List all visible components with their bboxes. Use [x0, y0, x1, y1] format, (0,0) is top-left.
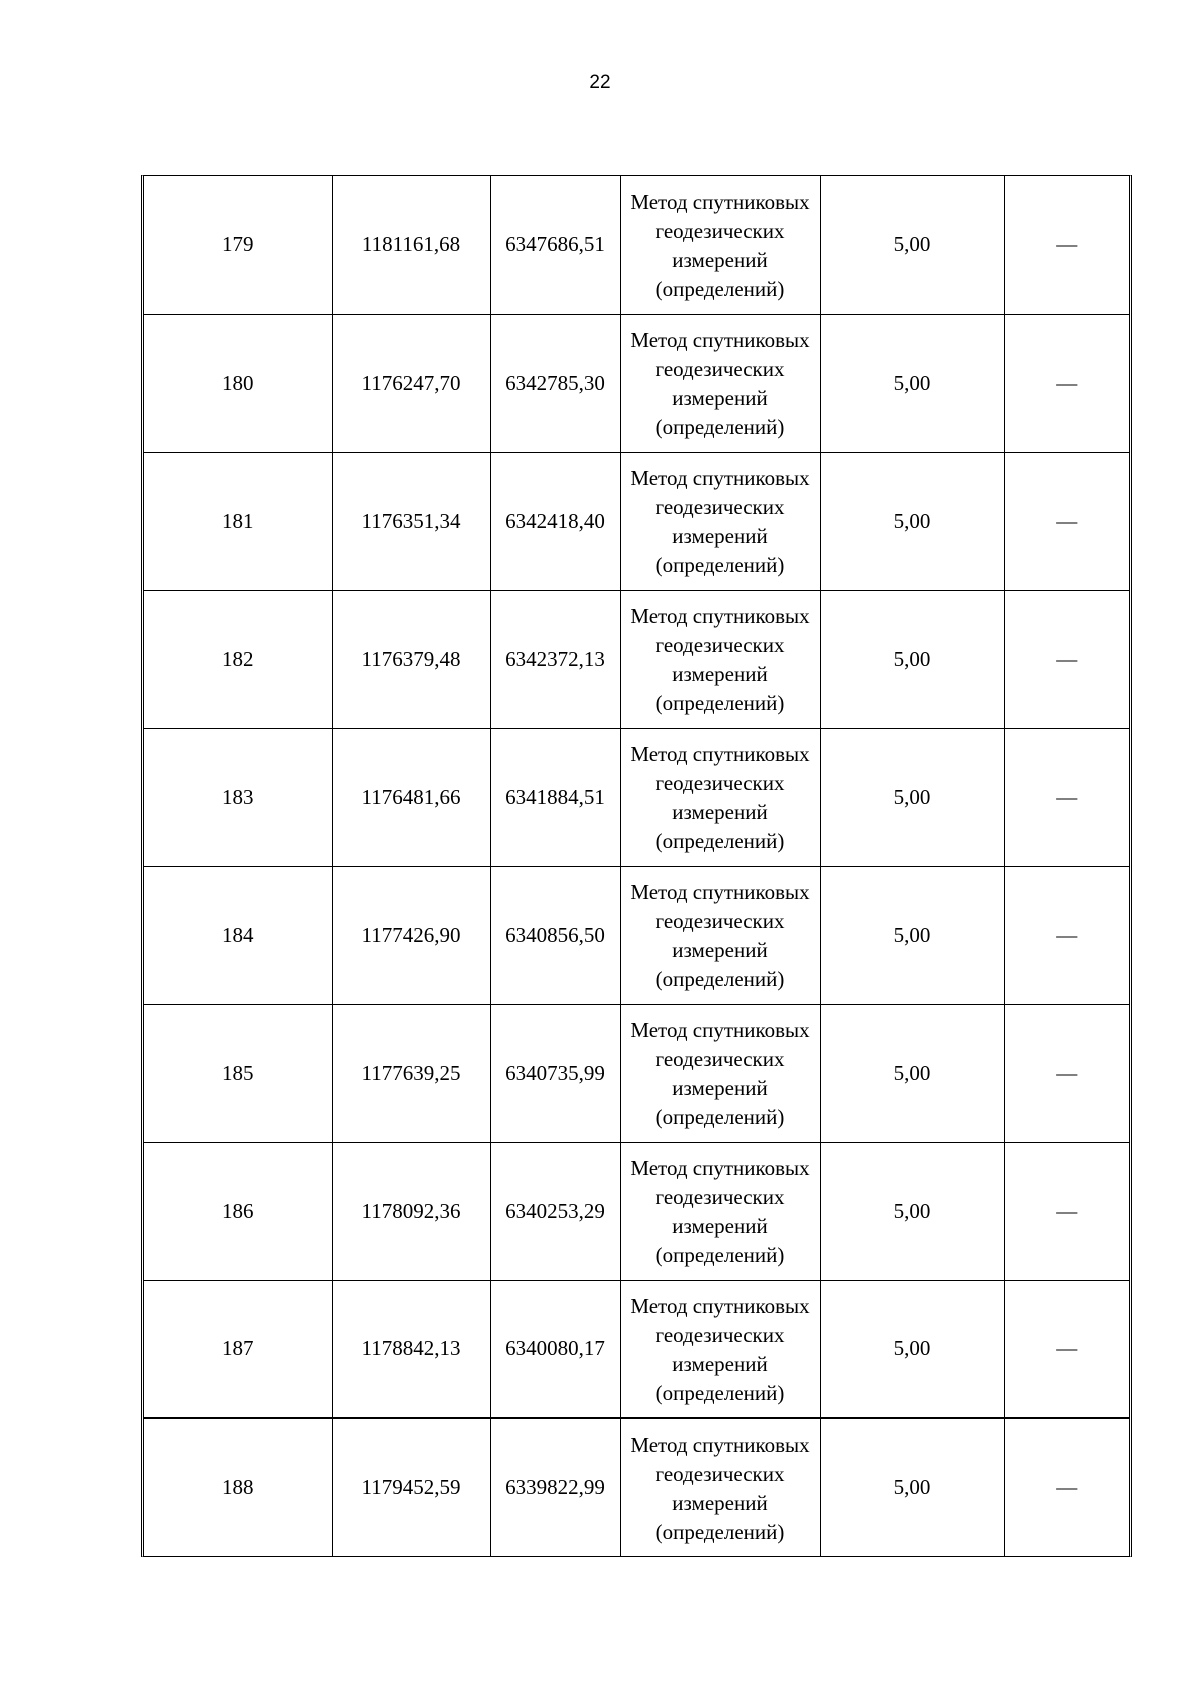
- x-coordinate-cell: 1177639,25: [332, 1004, 490, 1142]
- method-line: измерений: [672, 800, 768, 824]
- point-number-cell: 179: [144, 176, 332, 314]
- note-cell: —: [1004, 590, 1129, 728]
- method-line: измерений: [672, 247, 768, 272]
- method-line: геодезических: [655, 1322, 785, 1347]
- method-cell: [620, 1004, 820, 1142]
- x-coordinate-cell: 1178842,13: [332, 1280, 490, 1418]
- accuracy-cell: 5,00: [820, 866, 1004, 1004]
- table-body: [144, 176, 1129, 1556]
- method-line: геодезических: [655, 909, 785, 933]
- note-cell: —: [1004, 1418, 1129, 1556]
- y-coordinate-cell: 6339822,99: [490, 1418, 620, 1556]
- method-line: геодезических: [655, 1047, 785, 1071]
- method-line: (определений): [655, 1243, 785, 1267]
- point-number-cell: 180: [144, 314, 332, 452]
- point-number-cell: 181: [144, 452, 332, 590]
- method-line: (определений): [655, 1519, 785, 1544]
- y-coordinate-cell: 6340735,99: [490, 1004, 620, 1142]
- y-coordinate-cell: 6342418,40: [490, 452, 620, 590]
- note-cell: —: [1004, 1004, 1129, 1142]
- accuracy-cell: 5,00: [820, 452, 1004, 590]
- method-line: (определений): [655, 829, 785, 853]
- point-number-cell: 182: [144, 590, 332, 728]
- table-row: [144, 590, 1129, 728]
- accuracy-cell: 5,00: [820, 314, 1004, 452]
- point-number-cell: 187: [144, 1280, 332, 1418]
- method-line: геодезических: [655, 495, 785, 519]
- accuracy-cell: 5,00: [820, 176, 1004, 314]
- table-row: [144, 1280, 1129, 1418]
- method-line: (определений): [655, 553, 785, 577]
- y-coordinate-cell: 6340080,17: [490, 1280, 620, 1418]
- method-line: (определений): [655, 1105, 785, 1129]
- note-cell: —: [1004, 452, 1129, 590]
- method-line: измерений: [672, 938, 768, 962]
- method-line: измерений: [672, 524, 768, 548]
- point-number-cell: 184: [144, 866, 332, 1004]
- method-line: (определений): [655, 691, 785, 715]
- note-cell: —: [1004, 176, 1129, 314]
- coordinates-table-frame: [141, 175, 1132, 1557]
- method-line: измерений: [672, 1490, 768, 1515]
- method-line: Метод спутниковых: [630, 1156, 810, 1180]
- note-cell: —: [1004, 1142, 1129, 1280]
- y-coordinate-cell: 6347686,51: [490, 176, 620, 314]
- y-coordinate-cell: 6341884,51: [490, 728, 620, 866]
- method-cell: [620, 1280, 820, 1418]
- method-cell: [620, 590, 820, 728]
- method-line: Метод спутниковых: [630, 742, 810, 766]
- method-line: Метод спутниковых: [630, 1293, 810, 1318]
- point-number-cell: 188: [144, 1418, 332, 1556]
- point-number-cell: 185: [144, 1004, 332, 1142]
- y-coordinate-cell: 6342372,13: [490, 590, 620, 728]
- method-line: геодезических: [655, 771, 785, 795]
- table-row: [144, 1418, 1129, 1556]
- method-line: (определений): [655, 415, 785, 439]
- note-cell: —: [1004, 314, 1129, 452]
- table-row: [144, 1142, 1129, 1280]
- table-row: [144, 1004, 1129, 1142]
- method-line: Метод спутниковых: [630, 328, 810, 352]
- table-row: [144, 314, 1129, 452]
- accuracy-cell: 5,00: [820, 1142, 1004, 1280]
- method-cell: [620, 176, 820, 314]
- method-line: Метод спутниковых: [630, 604, 810, 628]
- method-cell: [620, 728, 820, 866]
- accuracy-cell: 5,00: [820, 590, 1004, 728]
- table-row: [144, 452, 1129, 590]
- table-row: [144, 866, 1129, 1004]
- method-cell: [620, 1418, 820, 1556]
- note-cell: —: [1004, 728, 1129, 866]
- accuracy-cell: 5,00: [820, 1004, 1004, 1142]
- method-line: измерений: [672, 662, 768, 686]
- method-line: измерений: [672, 1351, 768, 1376]
- x-coordinate-cell: 1178092,36: [332, 1142, 490, 1280]
- method-line: измерений: [672, 1214, 768, 1238]
- x-coordinate-cell: 1176247,70: [332, 314, 490, 452]
- method-line: геодезических: [655, 218, 785, 243]
- method-line: геодезических: [655, 1185, 785, 1209]
- method-line: Метод спутниковых: [630, 189, 810, 214]
- method-line: (определений): [655, 1380, 785, 1405]
- method-line: Метод спутниковых: [630, 1432, 810, 1457]
- table-row: [144, 176, 1129, 314]
- note-cell: —: [1004, 866, 1129, 1004]
- coordinates-table: [144, 176, 1129, 1556]
- accuracy-cell: 5,00: [820, 728, 1004, 866]
- accuracy-cell: 5,00: [820, 1418, 1004, 1556]
- x-coordinate-cell: 1176351,34: [332, 452, 490, 590]
- y-coordinate-cell: 6340253,29: [490, 1142, 620, 1280]
- method-cell: [620, 314, 820, 452]
- method-line: геодезических: [655, 633, 785, 657]
- x-coordinate-cell: 1179452,59: [332, 1418, 490, 1556]
- method-line: геодезических: [655, 1461, 785, 1486]
- x-coordinate-cell: 1181161,68: [332, 176, 490, 314]
- method-line: Метод спутниковых: [630, 466, 810, 490]
- method-line: Метод спутниковых: [630, 1018, 810, 1042]
- x-coordinate-cell: 1176379,48: [332, 590, 490, 728]
- x-coordinate-cell: 1177426,90: [332, 866, 490, 1004]
- page-number: 22: [589, 72, 611, 93]
- method-line: измерений: [672, 1076, 768, 1100]
- method-line: Метод спутниковых: [630, 880, 810, 904]
- accuracy-cell: 5,00: [820, 1280, 1004, 1418]
- method-cell: [620, 1142, 820, 1280]
- method-cell: [620, 866, 820, 1004]
- table-row: [144, 728, 1129, 866]
- method-line: (определений): [655, 967, 785, 991]
- y-coordinate-cell: 6342785,30: [490, 314, 620, 452]
- method-cell: [620, 452, 820, 590]
- method-line: геодезических: [655, 357, 785, 381]
- point-number-cell: 186: [144, 1142, 332, 1280]
- note-cell: —: [1004, 1280, 1129, 1418]
- point-number-cell: 183: [144, 728, 332, 866]
- method-line: (определений): [655, 276, 785, 301]
- x-coordinate-cell: 1176481,66: [332, 728, 490, 866]
- method-line: измерений: [672, 386, 768, 410]
- y-coordinate-cell: 6340856,50: [490, 866, 620, 1004]
